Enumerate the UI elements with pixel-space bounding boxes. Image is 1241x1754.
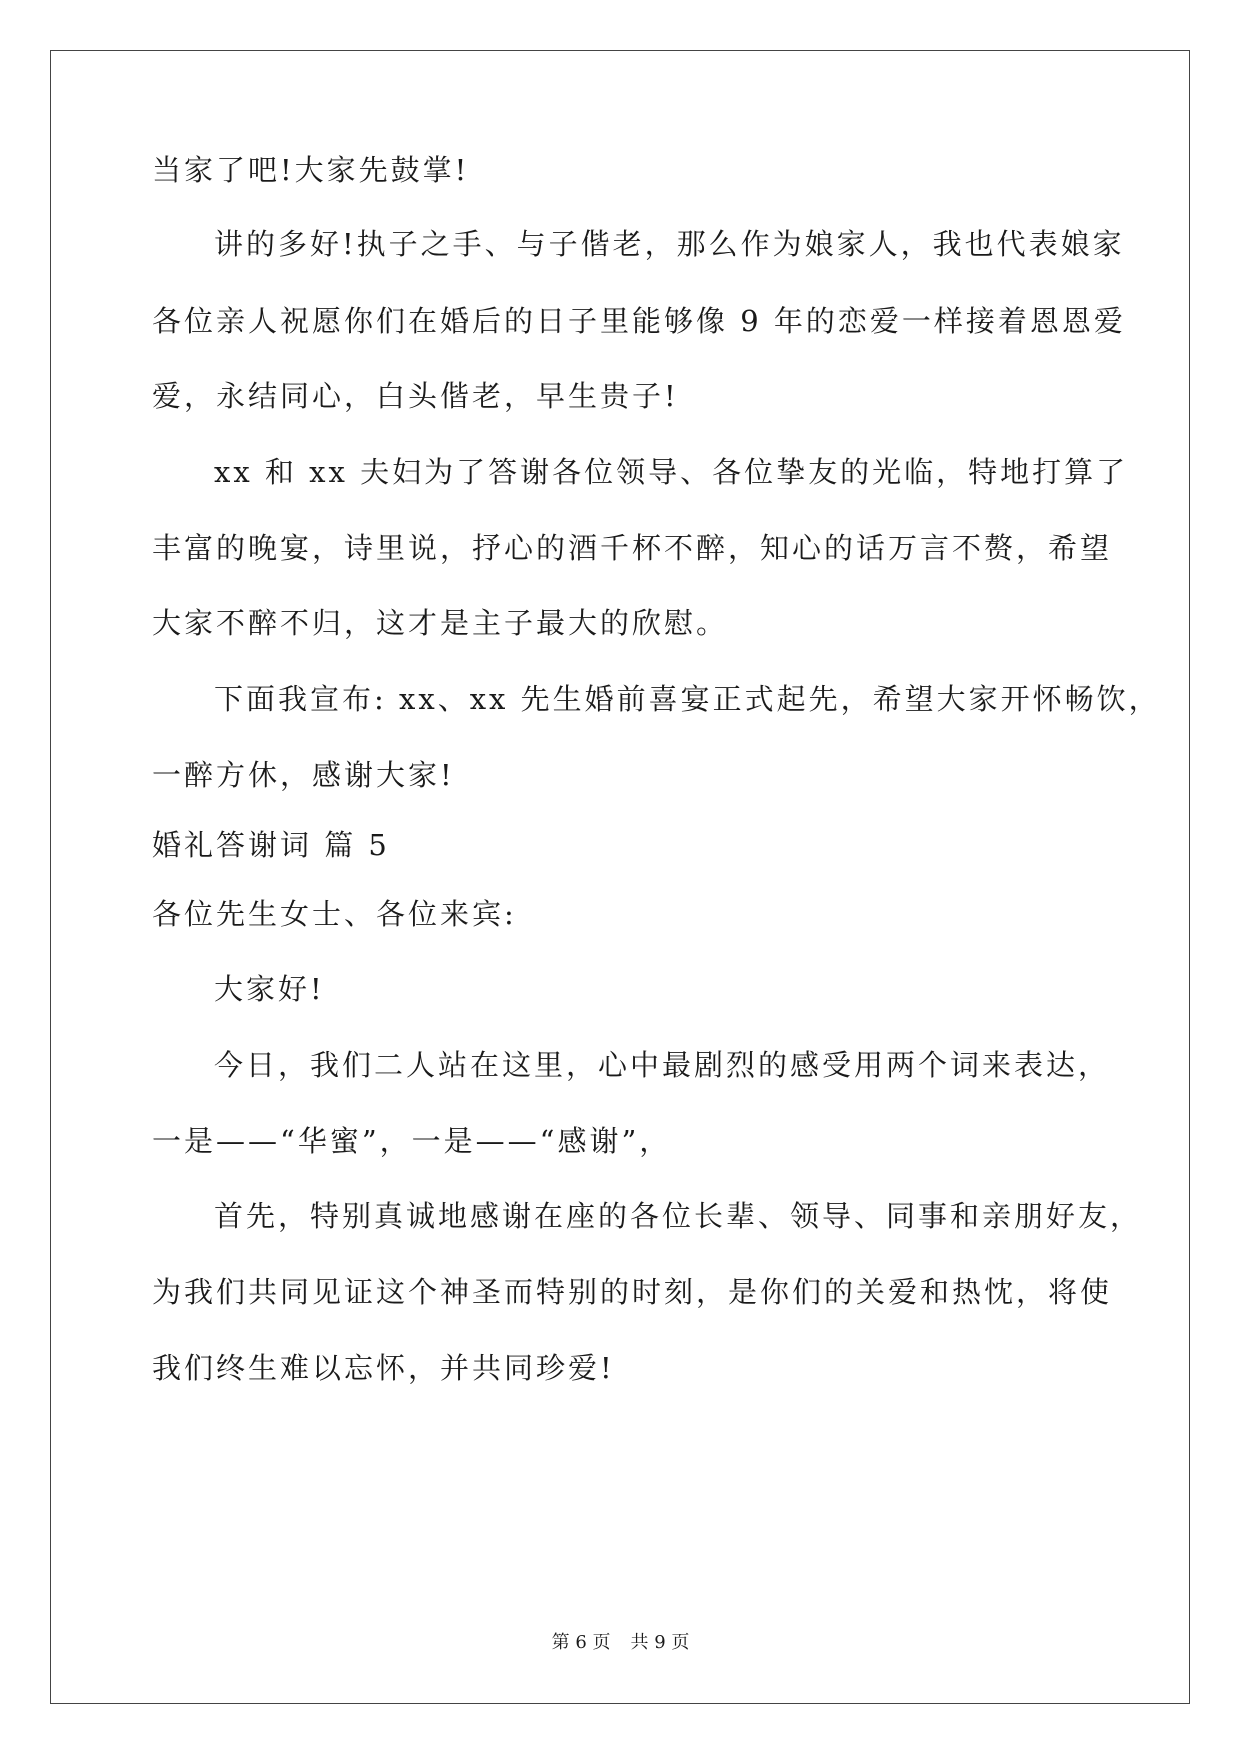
body-line: xx 和 xx 夫妇为了答谢各位领导、各位挚友的光临，特地打算了: [214, 455, 1129, 489]
body-line: 丰富的晚宴，诗里说，抒心的酒千杯不醉，知心的话万言不赘，希望: [152, 531, 1113, 565]
current-page: 第 6 页: [551, 1632, 611, 1653]
body-line: 我们终生难以忘怀，并共同珍爱!: [152, 1351, 615, 1385]
salutation: 各位先生女士、各位来宾:: [152, 897, 517, 931]
body-line: 大家好!: [214, 972, 325, 1006]
page-border: [50, 50, 1190, 1704]
body-line: 一醉方休，感谢大家!: [152, 758, 455, 792]
body-line: 各位亲人祝愿你们在婚后的日子里能够像 9 年的恋爱一样接着恩恩爱: [152, 304, 1126, 338]
page-footer: [0, 1634, 1241, 1652]
body-line: 一是——“华蜜”，一是——“感谢”，: [152, 1124, 672, 1158]
total-pages: 共 9 页: [630, 1632, 690, 1653]
body-line: 今日，我们二人站在这里，心中最剧烈的感受用两个词来表达，: [214, 1048, 1111, 1082]
body-line: 为我们共同见证这个神圣而特别的时刻，是你们的关爱和热忱，将使: [152, 1275, 1113, 1309]
body-line: 大家不醉不归，这才是主子最大的欣慰。: [152, 606, 729, 640]
body-line: 爱，永结同心，白头偕老，早生贵子!: [152, 379, 679, 413]
section-heading: 婚礼答谢词 篇 5: [152, 828, 390, 862]
body-line: 下面我宣布: xx、xx 先生婚前喜宴正式起先，希望大家开怀畅饮，: [214, 682, 1161, 716]
body-line: 当家了吧!大家先鼓掌!: [152, 153, 470, 187]
body-line: 讲的多好!执子之手、与子偕老，那么作为娘家人，我也代表娘家: [214, 227, 1125, 261]
body-line: 首先，特别真诚地感谢在座的各位长辈、领导、同事和亲朋好友，: [214, 1199, 1143, 1233]
